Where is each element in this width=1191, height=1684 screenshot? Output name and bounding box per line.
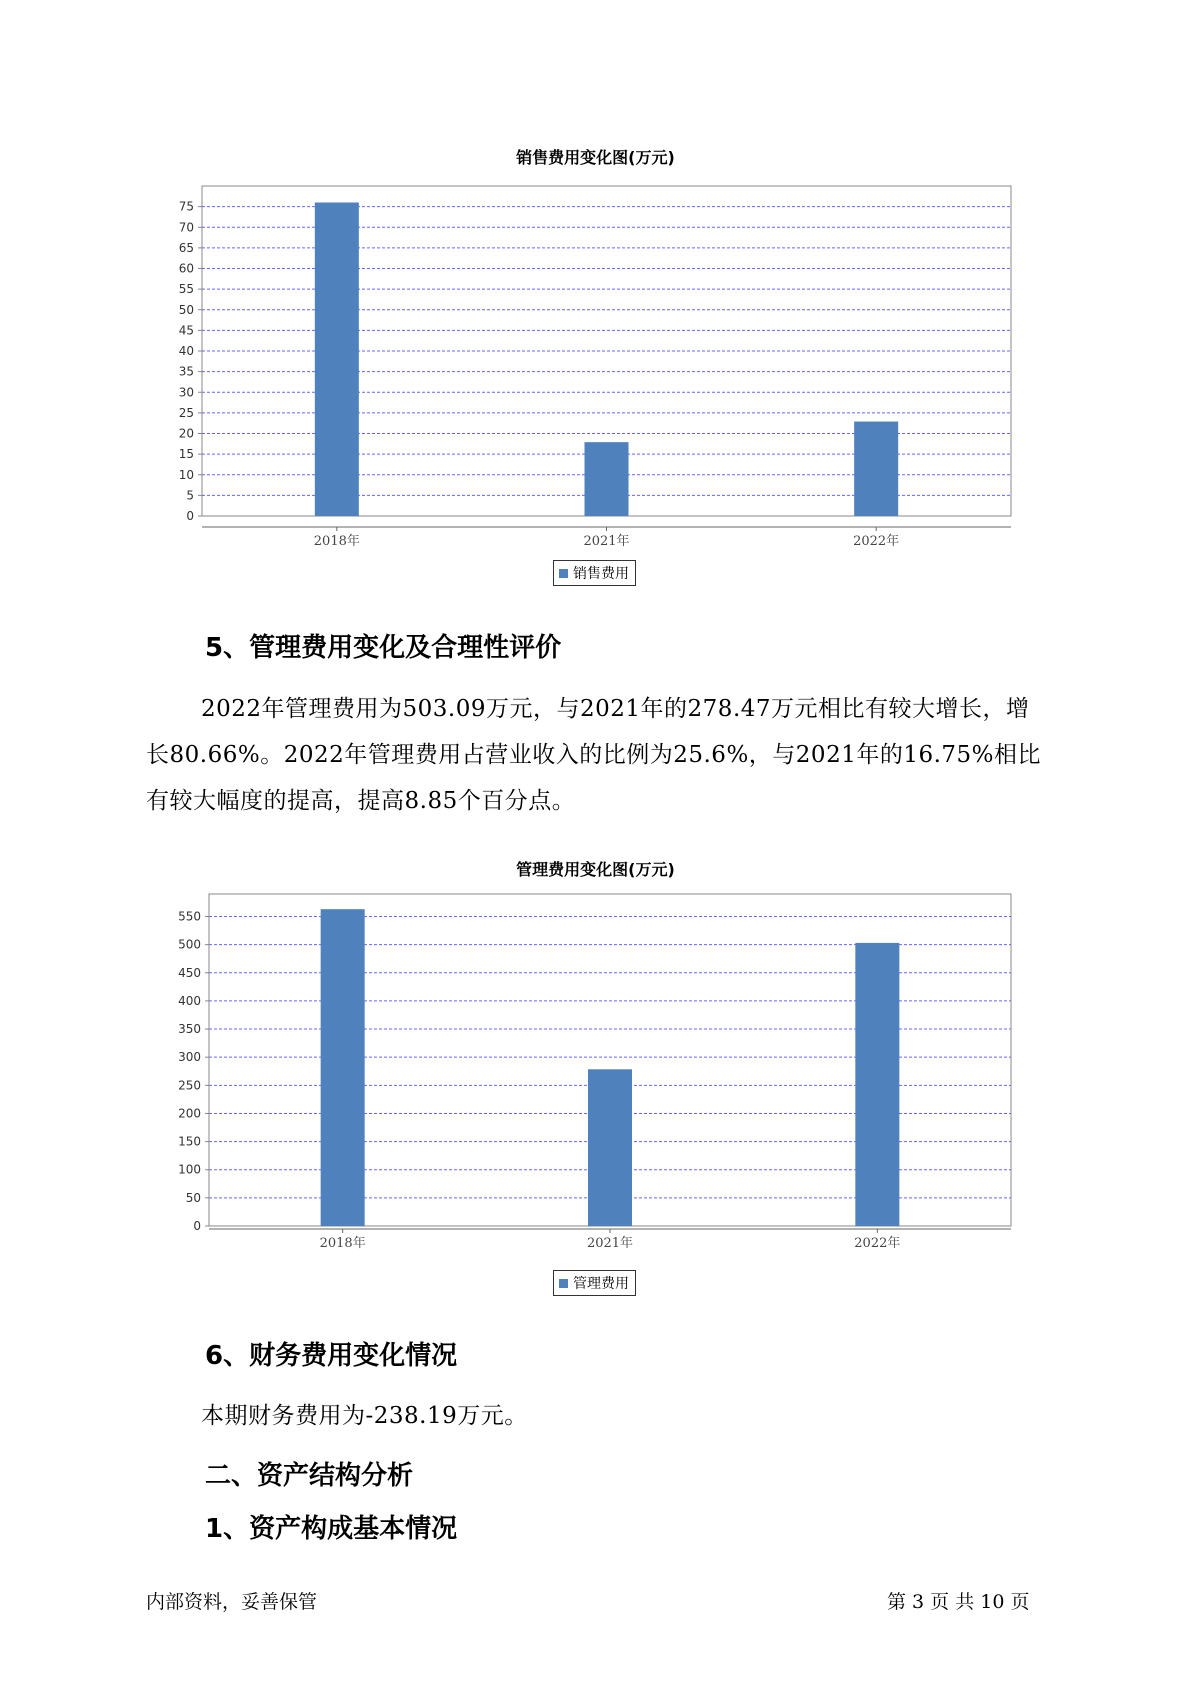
y-tick-label: 200 (178, 1106, 201, 1121)
y-tick-label: 450 (178, 965, 201, 980)
y-tick-label: 150 (178, 1134, 201, 1149)
legend-label-sales: 销售费用 (573, 566, 629, 582)
y-tick-label: 75 (178, 199, 194, 214)
bar-2022年 (855, 943, 899, 1226)
x-tick-label: 2018年 (313, 534, 360, 549)
y-tick-label: 50 (178, 302, 194, 317)
y-tick-label: 45 (178, 323, 194, 338)
y-tick-label: 0 (193, 1219, 201, 1233)
y-tick-label: 15 (178, 447, 194, 462)
y-tick-label: 300 (178, 1050, 201, 1065)
legend-swatch-icon (559, 1279, 568, 1288)
y-tick-label: 55 (178, 282, 194, 297)
y-tick-label: 250 (178, 1078, 201, 1093)
x-tick-label: 2022年 (853, 534, 900, 549)
chart-title-sales: 销售费用变化图(万元) (516, 148, 675, 167)
part2-heading: 二、资产结构分析 (205, 1461, 414, 1491)
y-tick-label: 40 (178, 344, 194, 358)
footer-left: 内部资料，妥善保管 (146, 1591, 318, 1613)
x-tick-label: 2022年 (854, 1236, 901, 1251)
section6-heading: 6、财务费用变化情况 (205, 1341, 458, 1371)
footer-page-number: 第 3 页 共 10 页 (887, 1591, 1030, 1613)
y-tick-label: 400 (178, 993, 201, 1008)
y-tick-label: 35 (178, 364, 194, 379)
y-tick-label: 100 (178, 1162, 201, 1177)
bar-2021年 (588, 1069, 632, 1226)
y-tick-label: 60 (178, 261, 194, 276)
y-tick-label: 10 (178, 467, 194, 482)
y-tick-label: 550 (178, 909, 201, 924)
y-tick-label: 30 (178, 385, 194, 400)
bar-2018年 (321, 909, 365, 1226)
x-tick-label: 2021年 (583, 534, 630, 549)
legend-admin (553, 1270, 636, 1296)
y-tick-label: 500 (178, 937, 201, 952)
y-tick-label: 25 (178, 405, 194, 420)
section5-paragraph: 2022年管理费用为503.09万元，与2021年的278.47万元相比有较大增长，增长80.66%。2022年管理费用占营业收入的比例为25.6%，与2021年的16.75%相比有较大幅度的提高，提高8.85个百分点。 (146, 696, 1042, 814)
legend-label-admin: 管理费用 (573, 1276, 629, 1292)
y-tick-label: 350 (178, 1022, 201, 1037)
y-tick-label: 70 (178, 220, 194, 235)
part2-subheading: 1、资产构成基本情况 (205, 1514, 458, 1544)
x-tick-label: 2021年 (586, 1236, 634, 1251)
y-tick-label: 65 (178, 240, 194, 255)
section6-text: 本期财务费用为-238.19万元。 (201, 1403, 528, 1429)
chart-title-admin: 管理费用变化图(万元) (516, 860, 675, 879)
section5-heading: 5、管理费用变化及合理性评价 (205, 633, 562, 663)
y-tick-label: 0 (186, 509, 194, 523)
y-tick-label: 5 (186, 488, 194, 503)
x-tick-label: 2018年 (319, 1236, 366, 1251)
y-tick-label: 20 (178, 426, 194, 441)
y-tick-label: 50 (185, 1190, 201, 1205)
